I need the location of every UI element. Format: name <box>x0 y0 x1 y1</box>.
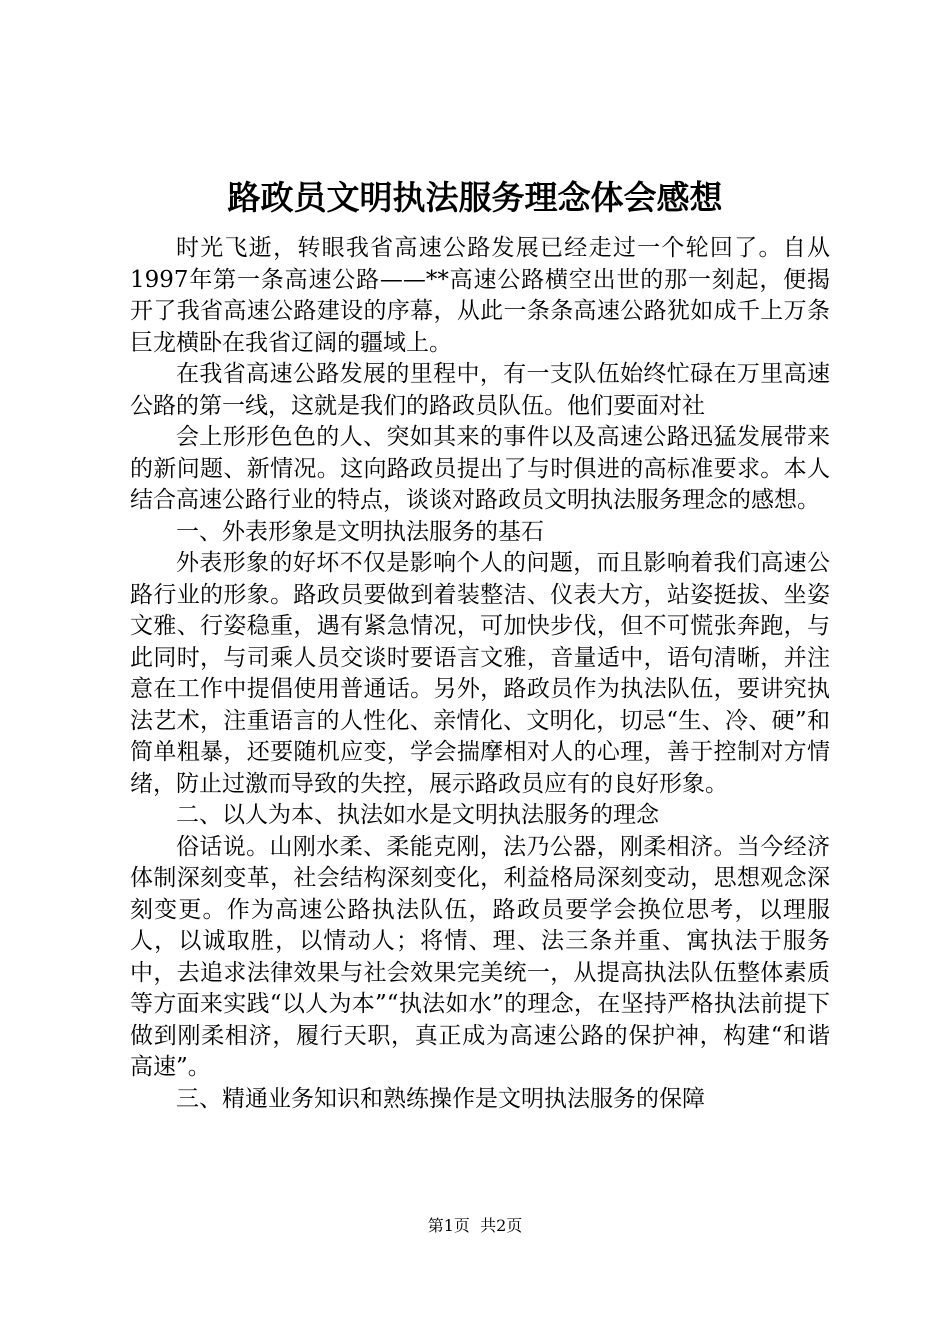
section-heading: 三、精通业务知识和熟练操作是文明执法服务的保障 <box>176 1085 705 1112</box>
page-footer <box>0 1216 950 1236</box>
page-number: 第1页 <box>427 1216 470 1235</box>
total-pages: 共2页 <box>480 1216 523 1235</box>
paragraph: 外表形象的好坏不仅是影响个人的问题，而且影响着我们高速公路行业的形象。路政员要做到着装整洁、仪表大方，站姿挺拔、坐姿文雅、行姿稳重，遇有紧急情况，可加快步伐，但不可慌张奔跑，与此同时，与司乘人员交谈时要语言文雅，音量适中，语句清晰，并注意在工作中提倡使用普通话。另外，路政员作为执法队伍，要讲究执法艺术，注重语言的人性化、亲情化、文明化，切忌“生、冷、硬”和简单粗暴，还要随机应变，学会揣摩相对人的心理，善于控制对方情绪，防止过激而导致的失控，展示路政员应有的良好形象。 <box>130 550 830 797</box>
paragraph: 俗话说。山刚水柔、柔能克刚，法乃公器，刚柔相济。当今经济体制深刻变革，社会结构深刻变化，利益格局深刻变动，思想观念深刻变更。作为高速公路执法队伍，路政员要学会换位思考，以理服人，以诚取胜，以情动人；将情、理、法三条并重、寓执法于服务中，去追求法律效果与社会效果完美统一，从提高执法队伍整体素质等方面来实践“以人为本”“执法如水”的理念，在坚持严格执法前提下做到刚柔相济，履行天职，真正成为高速公路的保护神，构建“和谐高速”。 <box>130 833 830 1080</box>
document-title: 路政员文明执法服务理念体会感想 <box>227 178 723 217</box>
paragraph: 在我省高速公路发展的里程中，有一支队伍始终忙碌在万里高速公路的第一线，这就是我们的路政员队伍。他们要面对社 <box>130 361 830 419</box>
paragraph: 会上形形色色的人、突如其来的事件以及高速公路迅猛发展带来的新问题、新情况。这向路政员提出了与时俱进的高标准要求。本人结合高速公路行业的特点，谈谈对路政员文明执法服务理念的感想。 <box>130 424 830 513</box>
paragraph: 时光飞逝，转眼我省高速公路发展已经走过一个轮回了。自从1997年第一条高速公路——**高速公路横空出世的那一刻起，便揭开了我省高速公路建设的序幕，从此一条条高速公路犹如成千上万条巨龙横卧在我省辽阔的疆域上。 <box>130 235 830 356</box>
document-body <box>130 233 830 1115</box>
section-heading: 一、外表形象是文明执法服务的基石 <box>176 518 544 545</box>
section-heading: 二、以人为本、执法如水是文明执法服务的理念 <box>176 802 659 828</box>
